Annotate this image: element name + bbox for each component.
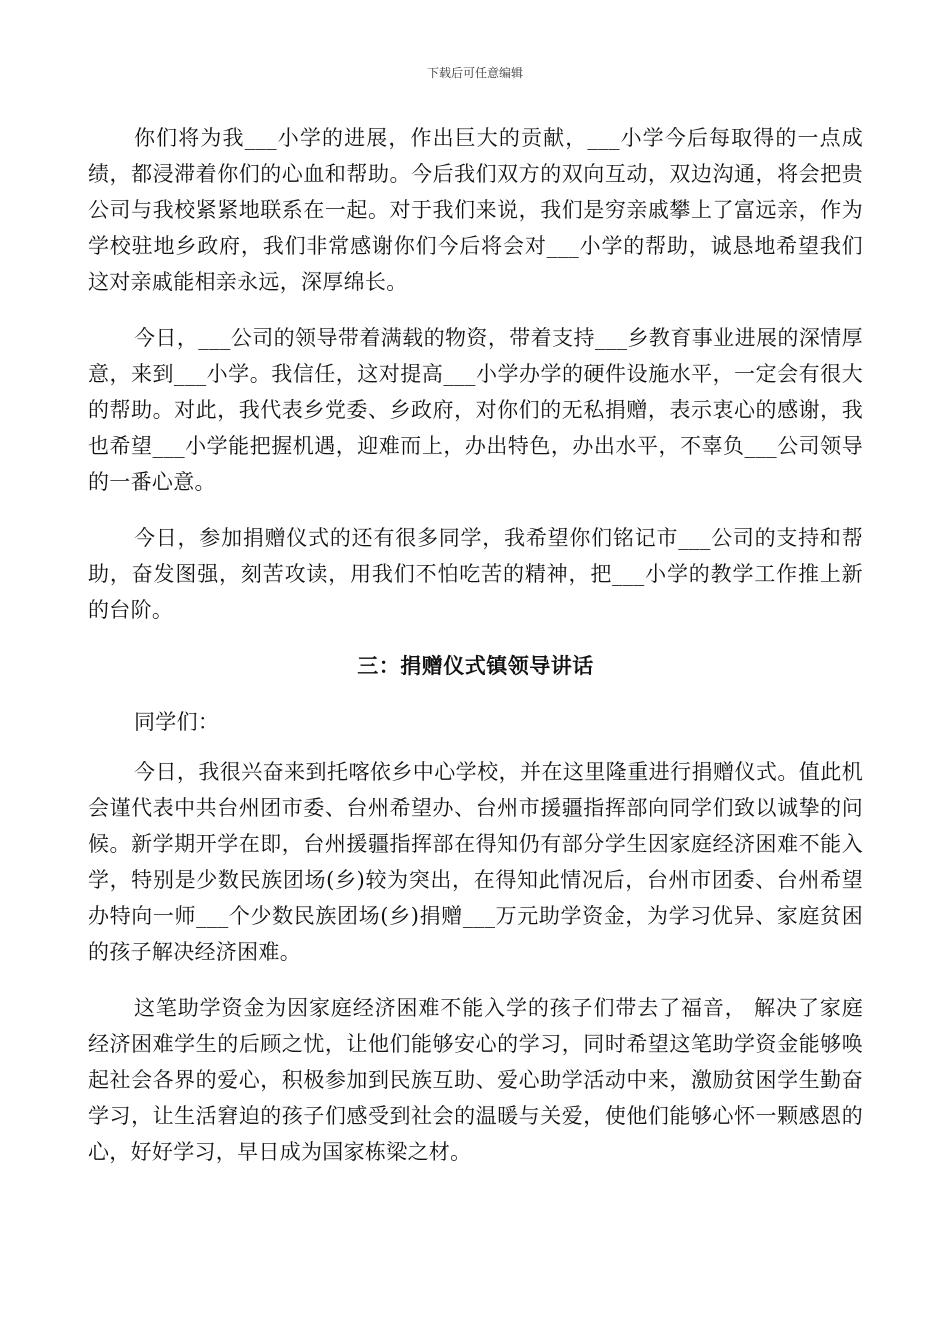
body-paragraph-2: 今日，___公司的领导带着满载的物资，带着支持___乡教育事业进展的深情厚意，来到___小学。我信任，这对提高___小学办学的硬件设施水平，一定会有很大的帮助。对此，我代表乡党委、乡政府，对你们的无私捐赠，表示衷心的感谢，我也希望___小学能把握机遇，迎难而上，办出特色，办出水平，不辜负___公司领导的一番心意。 [88,326,863,494]
section-heading: 三：捐赠仪式镇领导讲话 [357,653,594,678]
document-body [88,120,863,1190]
greeting: 同学们： [134,710,220,734]
body-paragraph-3: 今日，参加捐赠仪式的还有很多同学，我希望你们铭记市___公司的支持和帮助，奋发图强，刻苦攻读，用我们不怕吃苦的精神，把___小学的教学工作推上新的台阶。 [88,526,863,622]
page-header-note: 下载后可任意编辑 [426,66,523,80]
body-paragraph-1: 你们将为我___小学的进展，作出巨大的贡献，___小学今后每取得的一点成绩，都浸滞着你们的心血和帮助。今后我们双方的双向互动，双边沟通，将会把贵公司与我校紧紧地联系在一起。对于我们来说，我们是穷亲戚攀上了富远亲，作为学校驻地乡政府，我们非常感谢你们今后将会对___小学的帮助，诚恳地希望我们这对亲戚能相亲永远，深厚绵长。 [88,126,863,294]
speech-paragraph-1: 今日，我很兴奋来到托喀依乡中心学校，并在这里隆重进行捐赠仪式。值此机会谨代表中共台州团市委、台州希望办、台州市援疆指挥部向同学们致以诚挚的问候。新学期开学在即，台州援疆指挥部在得知仍有部分学生因家庭经济困难不能入学，特别是少数民族团场(乡)较为突出，在得知此情况后，台州市团委、台州希望办特向一师___个少数民族团场(乡)捐赠___万元助学资金，为学习优异、家庭贫困的孩子解决经济困难。 [88,760,863,964]
speech-paragraph-2: 这笔助学资金为因家庭经济困难不能入学的孩子们带去了福音， 解决了家庭经济困难学生的后顾之忧，让他们能够安心的学习，同时希望这笔助学资金能够唤起社会各界的爱心，积极参加到民族互助、爱心助学活动中来，激励贫困学生勤奋学习，让生活窘迫的孩子们感受到社会的温暖与关爱，使他们能够心怀一颗感恩的心，好好学习，早日成为国家栋梁之材。 [88,996,863,1164]
